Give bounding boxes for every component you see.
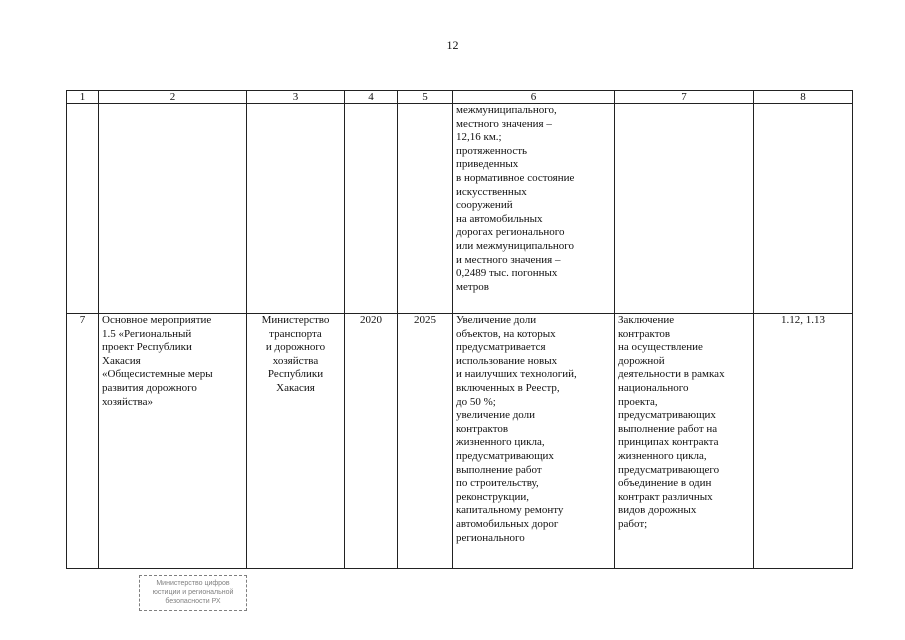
cell-indicators: 1.12, 1.13 — [754, 314, 853, 569]
table-row-7 — [67, 314, 853, 569]
cell-number — [67, 104, 99, 314]
cell-expected-result: Увеличение доли объектов, на которых предусматривается использование новых и наилучших технологий, включенных в Реестр, до 50 %; увеличение доли контрактов жизненного цикла, предусматривающих выполнение работ по строительству, реконструкции, капитальному ремонту автомобильных дорог регионального — [453, 314, 615, 569]
cell-number: 7 — [67, 314, 99, 569]
cell-executor — [247, 104, 345, 314]
page-number: 12 — [446, 38, 459, 52]
measures-table — [66, 90, 853, 569]
stamp-line-2: юстиции и региональной — [152, 589, 234, 596]
header-col-2: 2 — [99, 91, 247, 104]
cell-measure-name — [99, 104, 247, 314]
header-col-1: 1 — [67, 91, 99, 104]
cell-measure-name: Основное мероприятие 1.5 «Региональный проект Республики Хакасия «Общесистемные меры развития дорожного хозяйства» — [99, 314, 247, 569]
registration-stamp — [139, 575, 247, 611]
cell-expected-result: межмуниципального, местного значения – 12,16 км.; протяженность приведенных в нормативное состояние искусственных сооружений на автомобильных дорогах регионального или межмуниципального и местного значения – 0,2489 тыс. погонных метров — [453, 104, 615, 314]
header-col-7: 7 — [615, 91, 754, 104]
cell-main-directions: Заключение контрактов на осуществление дорожной деятельности в рамках национального проекта, предусматривающих выполнение работ на принципах контракта жизненного цикла, предусматривающего объединение в один контракт различных видов дорожных работ; — [615, 314, 754, 569]
header-col-5: 5 — [398, 91, 453, 104]
cell-end-year — [398, 104, 453, 314]
stamp-line-1: Министерство цифров — [156, 580, 230, 587]
cell-end-year: 2025 — [398, 314, 453, 569]
header-row — [67, 91, 853, 104]
table-row-continuation — [67, 104, 853, 314]
cell-executor: Министерство транспорта и дорожного хозяйства Республики Хакасия — [247, 314, 345, 569]
stamp-line-3: безопасности РХ — [165, 598, 221, 605]
header-col-6: 6 — [453, 91, 615, 104]
header-col-4: 4 — [345, 91, 398, 104]
cell-start-year — [345, 104, 398, 314]
cell-indicators — [754, 104, 853, 314]
header-col-3: 3 — [247, 91, 345, 104]
cell-start-year: 2020 — [345, 314, 398, 569]
header-col-8: 8 — [754, 91, 853, 104]
cell-main-directions — [615, 104, 754, 314]
